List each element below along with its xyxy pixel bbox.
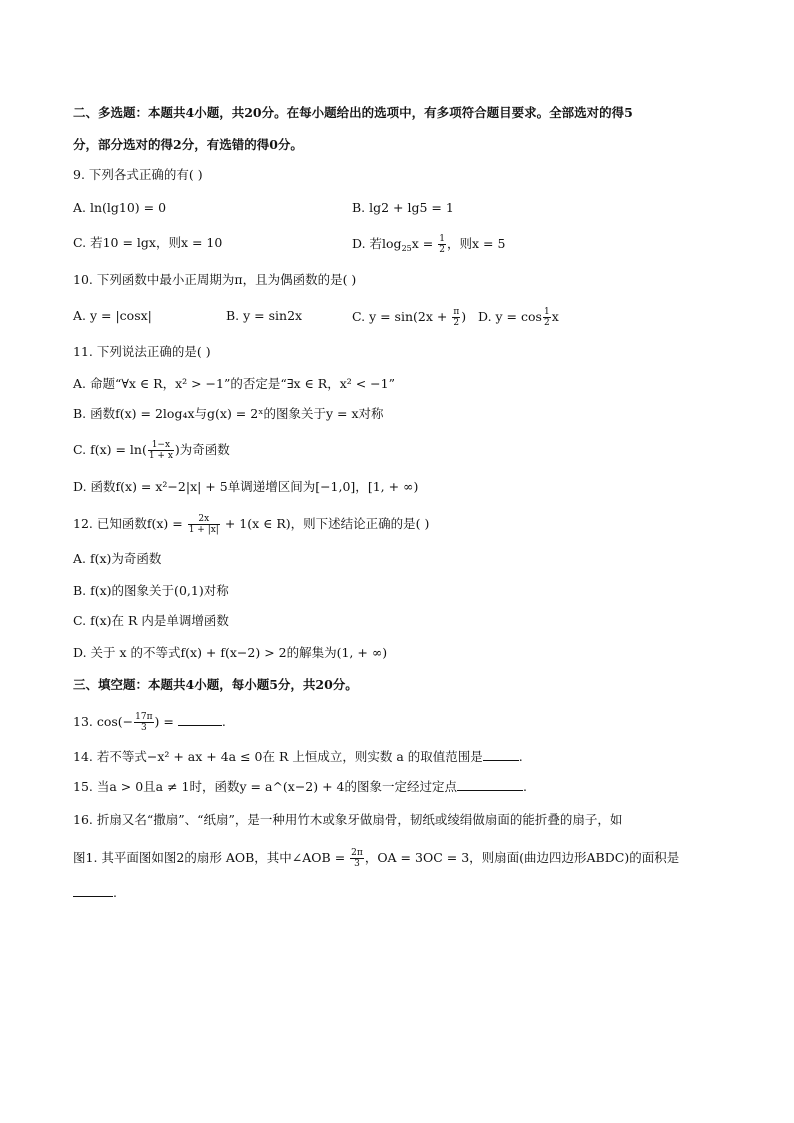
question-10-option-b: B. y = sin2x xyxy=(226,308,303,323)
fraction: $\frac{2\pi}{3}$ xyxy=(351,848,363,869)
fraction: $\frac{1}{2}$ xyxy=(543,307,550,328)
question-16-line2: 图1. 其平面图如图2的扇形 AOB，其中∠AOB = $\frac{2\pi}{3}$ ，OA = 3OC = 3，则扇面(曲边四边形ABDC)的面积是 xyxy=(73,848,680,869)
fraction: $\frac{1-x}{1 + x}$ xyxy=(148,440,173,461)
question-9-option-c: C. 若10 = lgx，则x = 10 xyxy=(73,235,223,250)
question-12-option-a: A. f(x)为奇函数 xyxy=(73,551,162,566)
question-14: 14. 若不等式−x² + ax + 4a ≤ 0在 R 上恒成立，则实数 a 的取值范围是 . xyxy=(73,749,523,764)
answer-blank[interactable] xyxy=(457,778,523,791)
question-12-option-d: D. 关于 x 的不等式f(x) + f(x−2) > 2的解集为(1, + ∞) xyxy=(73,645,388,660)
question-15: 15. 当a > 0且a ≠ 1时，函数y = a^(x−2) + 4的图象一定经过定点 . xyxy=(73,779,527,794)
section-heading-line1: 二、多选题：本题共4小题，共20分。在每小题给出的选项中，有多项符合题目要求。全部选对的得5 xyxy=(73,105,633,120)
question-9-option-a: A. ln(lg10) = 0 xyxy=(73,200,167,215)
fraction: $\frac{2x}{1 + |x|}$ xyxy=(188,514,219,535)
answer-blank[interactable] xyxy=(178,713,222,726)
section-3-heading: 三、填空题：本题共4小题，每小题5分，共20分。 xyxy=(73,677,358,692)
question-9-stem: 9. 下列各式正确的有( ) xyxy=(73,167,203,182)
question-12-option-c: C. f(x)在 R 内是单调增函数 xyxy=(73,613,229,628)
section-heading-line2: 分，部分选对的得2分，有选错的得0分。 xyxy=(73,137,303,152)
question-16-line1: 16. 折扇又名“撒扇”、“纸扇”，是一种用竹木或象牙做扇骨，韧纸或绫绢做扇面的能折叠的扇子，如 xyxy=(73,812,623,827)
question-9-option-b: B. lg2 + lg5 = 1 xyxy=(352,200,454,215)
question-11-stem: 11. 下列说法正确的是( ) xyxy=(73,344,211,359)
question-11-option-d: D. 函数f(x) = x²−2|x| + 5单调递增区间为[−1,0]，[1, + ∞) xyxy=(73,479,419,494)
question-12-option-b: B. f(x)的图象关于(0,1)对称 xyxy=(73,583,229,598)
question-10-option-d: D. y = cos $\frac{1}{2}$ x xyxy=(478,307,559,328)
question-12-stem: 12. 已知函数f(x) = $\frac{2x}{1 + |x|}$ + 1(x ∈ R)，则下述结论正确的是( ) xyxy=(73,514,430,535)
question-9-option-d: D. 若$\log_{25}x$ = $\frac{1}{2}$ ，则x = 5 xyxy=(352,234,506,255)
answer-blank[interactable] xyxy=(483,748,519,761)
question-11-option-a: A. 命题“∀x ∈ R，x² > −1”的否定是“∃x ∈ R，x² < −1” xyxy=(73,376,395,391)
question-13: 13. cos(− $\frac{17\pi}{3}$ ) = . xyxy=(73,712,226,733)
question-10-option-c: C. y = sin(2x + $\frac{\pi}{2}$ ) xyxy=(352,307,467,328)
question-11-option-b: B. 函数f(x) = 2log₄x与g(x) = 2ˣ的图象关于y = x对称 xyxy=(73,406,384,421)
question-11-option-c: C. f(x) = ln( $\frac{1-x}{1 + x}$ )为奇函数 xyxy=(73,440,230,461)
question-16-line3: . xyxy=(73,884,117,902)
fraction: $\frac{\pi}{2}$ xyxy=(453,307,460,328)
fraction: $\frac{1}{2}$ xyxy=(439,234,445,255)
fraction: $\frac{17\pi}{3}$ xyxy=(135,712,153,733)
question-10-stem: 10. 下列函数中最小正周期为π，且为偶函数的是( ) xyxy=(73,272,357,287)
question-10-option-a: A. y = |cosx| xyxy=(73,308,152,323)
answer-blank[interactable] xyxy=(73,884,113,897)
